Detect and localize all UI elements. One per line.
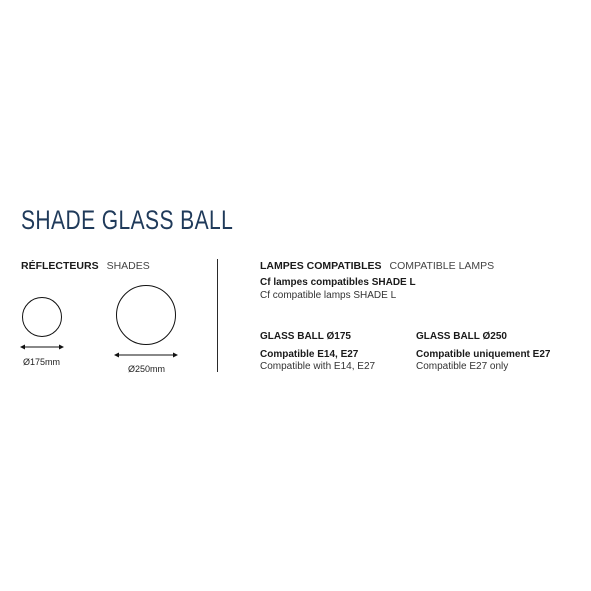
shade-small-dimension: Ø175mm — [23, 357, 61, 367]
model-250-compat-en: Compatible E27 only — [416, 361, 509, 372]
shade-large-dimension-arrow — [114, 352, 178, 358]
shade-small-circle — [22, 297, 62, 337]
shade-small-dimension-arrow — [20, 344, 64, 350]
page-title: SHADE GLASS BALL — [21, 205, 234, 235]
model-175-compat-en: Compatible with E14, E27 — [260, 361, 376, 372]
reflectors-label: RÉFLECTEURS — [21, 260, 99, 272]
column-divider — [217, 259, 218, 372]
shade-large-circle — [116, 285, 176, 345]
lamps-header — [260, 260, 494, 272]
model-250-compat-fr: Compatible uniquement E27 — [416, 349, 551, 360]
reflectors-header — [21, 260, 150, 272]
shade-large-dimension: Ø250mm — [128, 364, 166, 374]
reflectors-label-en: SHADES — [106, 260, 150, 272]
lamps-ref-en: Cf compatible lamps SHADE L — [260, 290, 397, 301]
model-175-name: GLASS BALL Ø175 — [260, 331, 351, 342]
model-175-compat-fr: Compatible E14, E27 — [260, 349, 359, 360]
lamps-ref-fr: Cf lampes compatibles SHADE L — [260, 277, 416, 288]
lamps-label-en: COMPATIBLE LAMPS — [389, 260, 495, 272]
model-250-name: GLASS BALL Ø250 — [416, 331, 507, 342]
lamps-label: LAMPES COMPATIBLES — [260, 260, 382, 272]
